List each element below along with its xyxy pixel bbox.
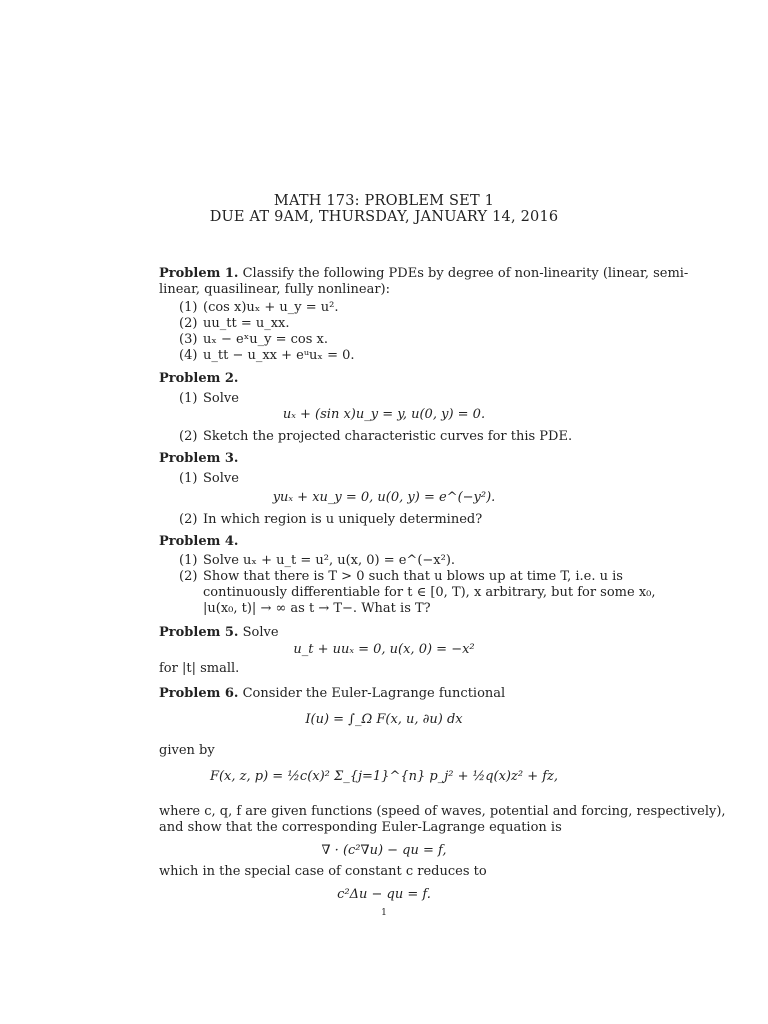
problem-3-equation: yuₓ + xu_y = 0, u(0, y) = e^(−y²). xyxy=(272,490,496,505)
title-line-1: MATH 173: PROBLEM SET 1 xyxy=(273,193,495,209)
problem-4-item-2-line-3: |u(x₀, t)| → ∞ as t → T−. What is T? xyxy=(203,601,431,616)
euler-lagrange-equation: ∇ · (c²∇u) − qu = f, xyxy=(321,843,447,858)
problem-6-intro: Problem 6. Consider the Euler-Lagrange functional xyxy=(159,686,506,701)
problem-5-label: Problem 5. xyxy=(159,625,239,640)
problem-1-item-4: (4) u_tt − u_xx + eᵘuₓ = 0. xyxy=(179,348,355,363)
problem-5-intro: Problem 5. Solve xyxy=(159,625,279,640)
reduced-equation: c²Δu − qu = f. xyxy=(337,887,431,902)
problem-1-intro-2: linear, quasilinear, fully nonlinear): xyxy=(159,282,390,297)
problem-5-tail: for |t| small. xyxy=(159,661,240,676)
problem-4-item-1: (1) Solve uₓ + u_t = u², u(x, 0) = e^(−x²). xyxy=(179,553,456,568)
F-definition: F(x, z, p) = ½c(x)² Σ_{j=1}^{n} p_j² + ½q(x)z² + fz, xyxy=(209,769,559,784)
problem-1-item-2: (2) uu_tt = u_xx. xyxy=(179,316,290,331)
where-line-2: and show that the corresponding Euler-Lagrange equation is xyxy=(159,820,562,835)
problem-2-item-2: (2) Sketch the projected characteristic curves for this PDE. xyxy=(179,429,573,444)
problem-5-equation: u_t + uuₓ = 0, u(x, 0) = −x² xyxy=(293,642,475,657)
problem-3-label: Problem 3. xyxy=(159,451,239,466)
problem-4-item-2-line-2: continuously differentiable for t ∈ [0, T), x arbitrary, but for some x₀, xyxy=(203,585,656,600)
problem-1-item-1: (1) (cos x)uₓ + u_y = u². xyxy=(179,300,339,315)
functional-equation: I(u) = ∫_Ω F(x, u, ∂u) dx xyxy=(305,712,463,727)
problem-1-intro xyxy=(159,266,688,282)
problem-4-item-2: (2) Show that there is T > 0 such that u blows up at time T, i.e. u is xyxy=(179,569,623,584)
problem-2-equation: uₓ + (sin x)u_y = y, u(0, y) = 0. xyxy=(282,407,486,422)
problem-1-text: Classify the following PDEs by degree of non-linearity (linear, semi- xyxy=(242,266,689,281)
problem-4-label: Problem 4. xyxy=(159,534,239,549)
where-line-1: where c, q, f are given functions (speed of waves, potential and forcing, respectively), xyxy=(159,804,726,819)
problem-1-label: Problem 1. xyxy=(159,266,239,281)
problem-1-item-3: (3) uₓ − eˣu_y = cos x. xyxy=(179,332,328,347)
problem-2-label: Problem 2. xyxy=(159,371,239,386)
page-number: 1 xyxy=(381,908,387,918)
problem-6-label: Problem 6. xyxy=(159,686,239,701)
given-by: given by xyxy=(159,743,215,758)
problem-3-item-1: (1) Solve xyxy=(179,471,239,486)
problem-3-item-2: (2) In which region is u uniquely determined? xyxy=(179,512,483,527)
problem-2-item-1: (1) Solve xyxy=(179,391,239,406)
title-line-2: DUE AT 9AM, THURSDAY, JANUARY 14, 2016 xyxy=(209,209,559,225)
special-case-text: which in the special case of constant c reduces to xyxy=(159,864,487,879)
